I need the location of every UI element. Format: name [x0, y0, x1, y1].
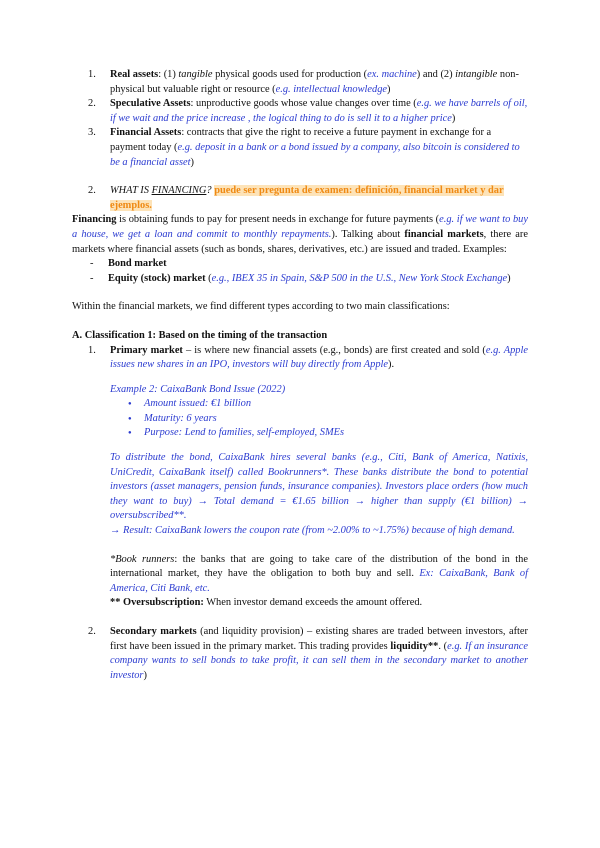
- item-number: 3.: [88, 127, 96, 139]
- term-financing: Financing: [72, 214, 117, 226]
- term-financial-assets: Financial Assets: [110, 127, 182, 139]
- equity-market-label: Equity (stock) market: [108, 272, 206, 284]
- exam-note-highlight: puede ser pregunta de examen: definición, financial market y dar ejemplos.: [110, 185, 504, 211]
- footnote-term: ** Oversubscription:: [110, 597, 204, 609]
- term-speculative-assets: Speculative Assets: [110, 98, 191, 110]
- text: When investor demand exceeds the amount offered.: [203, 597, 423, 609]
- list-item: [88, 344, 528, 373]
- text: non-physical but valuable right or resource (: [110, 69, 519, 95]
- text: . (: [438, 640, 448, 652]
- list-item: ● Amount issued: €1 billion: [128, 397, 528, 412]
- list-item: [88, 97, 528, 126]
- list-item: [88, 625, 529, 683]
- bond-market-label: Bond market: [108, 258, 167, 270]
- list-item: [88, 184, 528, 213]
- text: ): [190, 156, 194, 168]
- text: ): [451, 112, 456, 124]
- example-details-list: [110, 397, 528, 441]
- list-item: [90, 272, 528, 287]
- term-secondary-markets: Secondary markets: [110, 626, 197, 637]
- text: intangible: [455, 69, 498, 80]
- item-number: 1.: [88, 69, 96, 80]
- text: physical goods used for production (: [212, 69, 368, 80]
- question-text: WHAT IS: [110, 185, 152, 197]
- list-item: [90, 257, 528, 272]
- text: (and liquidity provision) – existing shares are traded between investors, after first have been issued in the primary market. This trading provides: [110, 626, 528, 652]
- item-number: 2.: [88, 626, 96, 637]
- list-item: [88, 68, 528, 97]
- market-examples-list: [72, 257, 528, 286]
- distribution-paragraph: To distribute the bond, CaixaBank hires several banks (e.g., Citi, Bank of America, Natixis, UniCredit, CaixaBank itself) called Bookrunners*. These banks distribute the bond to potential investors (asset managers, pension funds, insurance companies). Investors place orders (how much they want to buy) → Total demand = €1.65 billion → higher than supply (€1 billion) → oversubscribed**.: [110, 452, 528, 522]
- example-text: e.g. if we want to buy a house, we get a loan and commit to monthly repayments.: [72, 214, 528, 240]
- item-number: 2.: [88, 98, 96, 110]
- example-text: ex. machine: [367, 69, 417, 80]
- item-number: 2.: [88, 185, 96, 197]
- question-text: ?: [206, 185, 215, 197]
- text: : the banks that are going to take care of the distribution of the bond in the international market, they have the obligation to both buy and sell.: [110, 553, 528, 580]
- question-term: FINANCING: [151, 185, 207, 197]
- financing-paragraph: [72, 213, 528, 257]
- item-number: 1.: [88, 344, 96, 356]
- text: : (1): [158, 69, 179, 80]
- document-page: [72, 68, 528, 683]
- example-text: e.g. intellectual knowledge: [275, 83, 387, 95]
- result-paragraph: → Result: CaixaBank lowers the coupon rate (from ~2.00% to ~1.75%) because of high demand.: [110, 525, 515, 537]
- text: (: [205, 272, 212, 284]
- classification-a-heading: A. Classification 1: Based on the timing of the transaction: [72, 329, 328, 341]
- question-list: [72, 184, 528, 213]
- text: is obtaining funds to pay for present needs in exchange for future payments (: [116, 214, 440, 226]
- example-text: Ex: CaixaBank, Bank of America, Citi Bank, etc.: [110, 568, 528, 594]
- term-primary-market: Primary market: [110, 344, 183, 356]
- term-financial-markets: financial markets: [404, 228, 484, 240]
- example-text: e.g. Apple issues new shares in an IPO, investors will buy directly from Apple: [110, 344, 528, 371]
- list-item: ● Maturity: 6 years: [128, 412, 528, 427]
- example-text: e.g., IBEX 35 in Spain, S&P 500 in the U.S., New York Stock Exchange: [211, 272, 508, 284]
- within-paragraph: Within the financial markets, we find different types according to two main classifications:: [72, 301, 450, 313]
- term-liquidity: liquidity**: [390, 640, 439, 652]
- term-real-assets: Real assets: [110, 69, 159, 80]
- list-item: ● Purpose: Lend to families, self-employed, SMEs: [128, 426, 528, 441]
- asset-types-list: [72, 68, 528, 170]
- secondary-list: [72, 625, 528, 683]
- example-text: e.g. we have barrels of oil, if we wait and the price increase , the logical thing to do is sell it to a higher price: [110, 98, 528, 124]
- primary-list: [72, 344, 528, 373]
- text: ).: [388, 359, 395, 371]
- text: ). Talking about: [331, 228, 405, 240]
- example-title: Example 2: CaixaBank Bond Issue (2022): [110, 383, 286, 395]
- text: ): [387, 83, 391, 95]
- footnote-term: *Book runners: [110, 553, 175, 565]
- text: : unproductive goods whose value changes over time (: [190, 98, 417, 110]
- text: : contracts that give the right to receive a future payment in exchange for a payment today (: [110, 127, 492, 153]
- text: ): [143, 669, 147, 681]
- example-text: e.g. deposit in a bank or a bond issued by a company, also bitcoin is considered to be a financial asset: [110, 141, 520, 168]
- text: ) and (2): [416, 69, 456, 80]
- text: ): [507, 272, 511, 284]
- text: – is where new financial assets (e.g., bonds) are first created and sold (: [182, 344, 486, 356]
- bookrunners-note: [110, 553, 528, 597]
- text: tangible: [178, 69, 213, 80]
- oversubscription-note: [110, 596, 528, 611]
- example-block: [110, 383, 528, 611]
- list-item: [88, 126, 528, 170]
- text: , there are markets where financial assets (such as bonds, shares, derivatives, etc.) are issued and traded. Examples:: [72, 228, 528, 255]
- example-text: e.g. If an insurance company wants to sell bonds to take profit, it can sell them in the secondary market to another investor: [110, 640, 529, 681]
